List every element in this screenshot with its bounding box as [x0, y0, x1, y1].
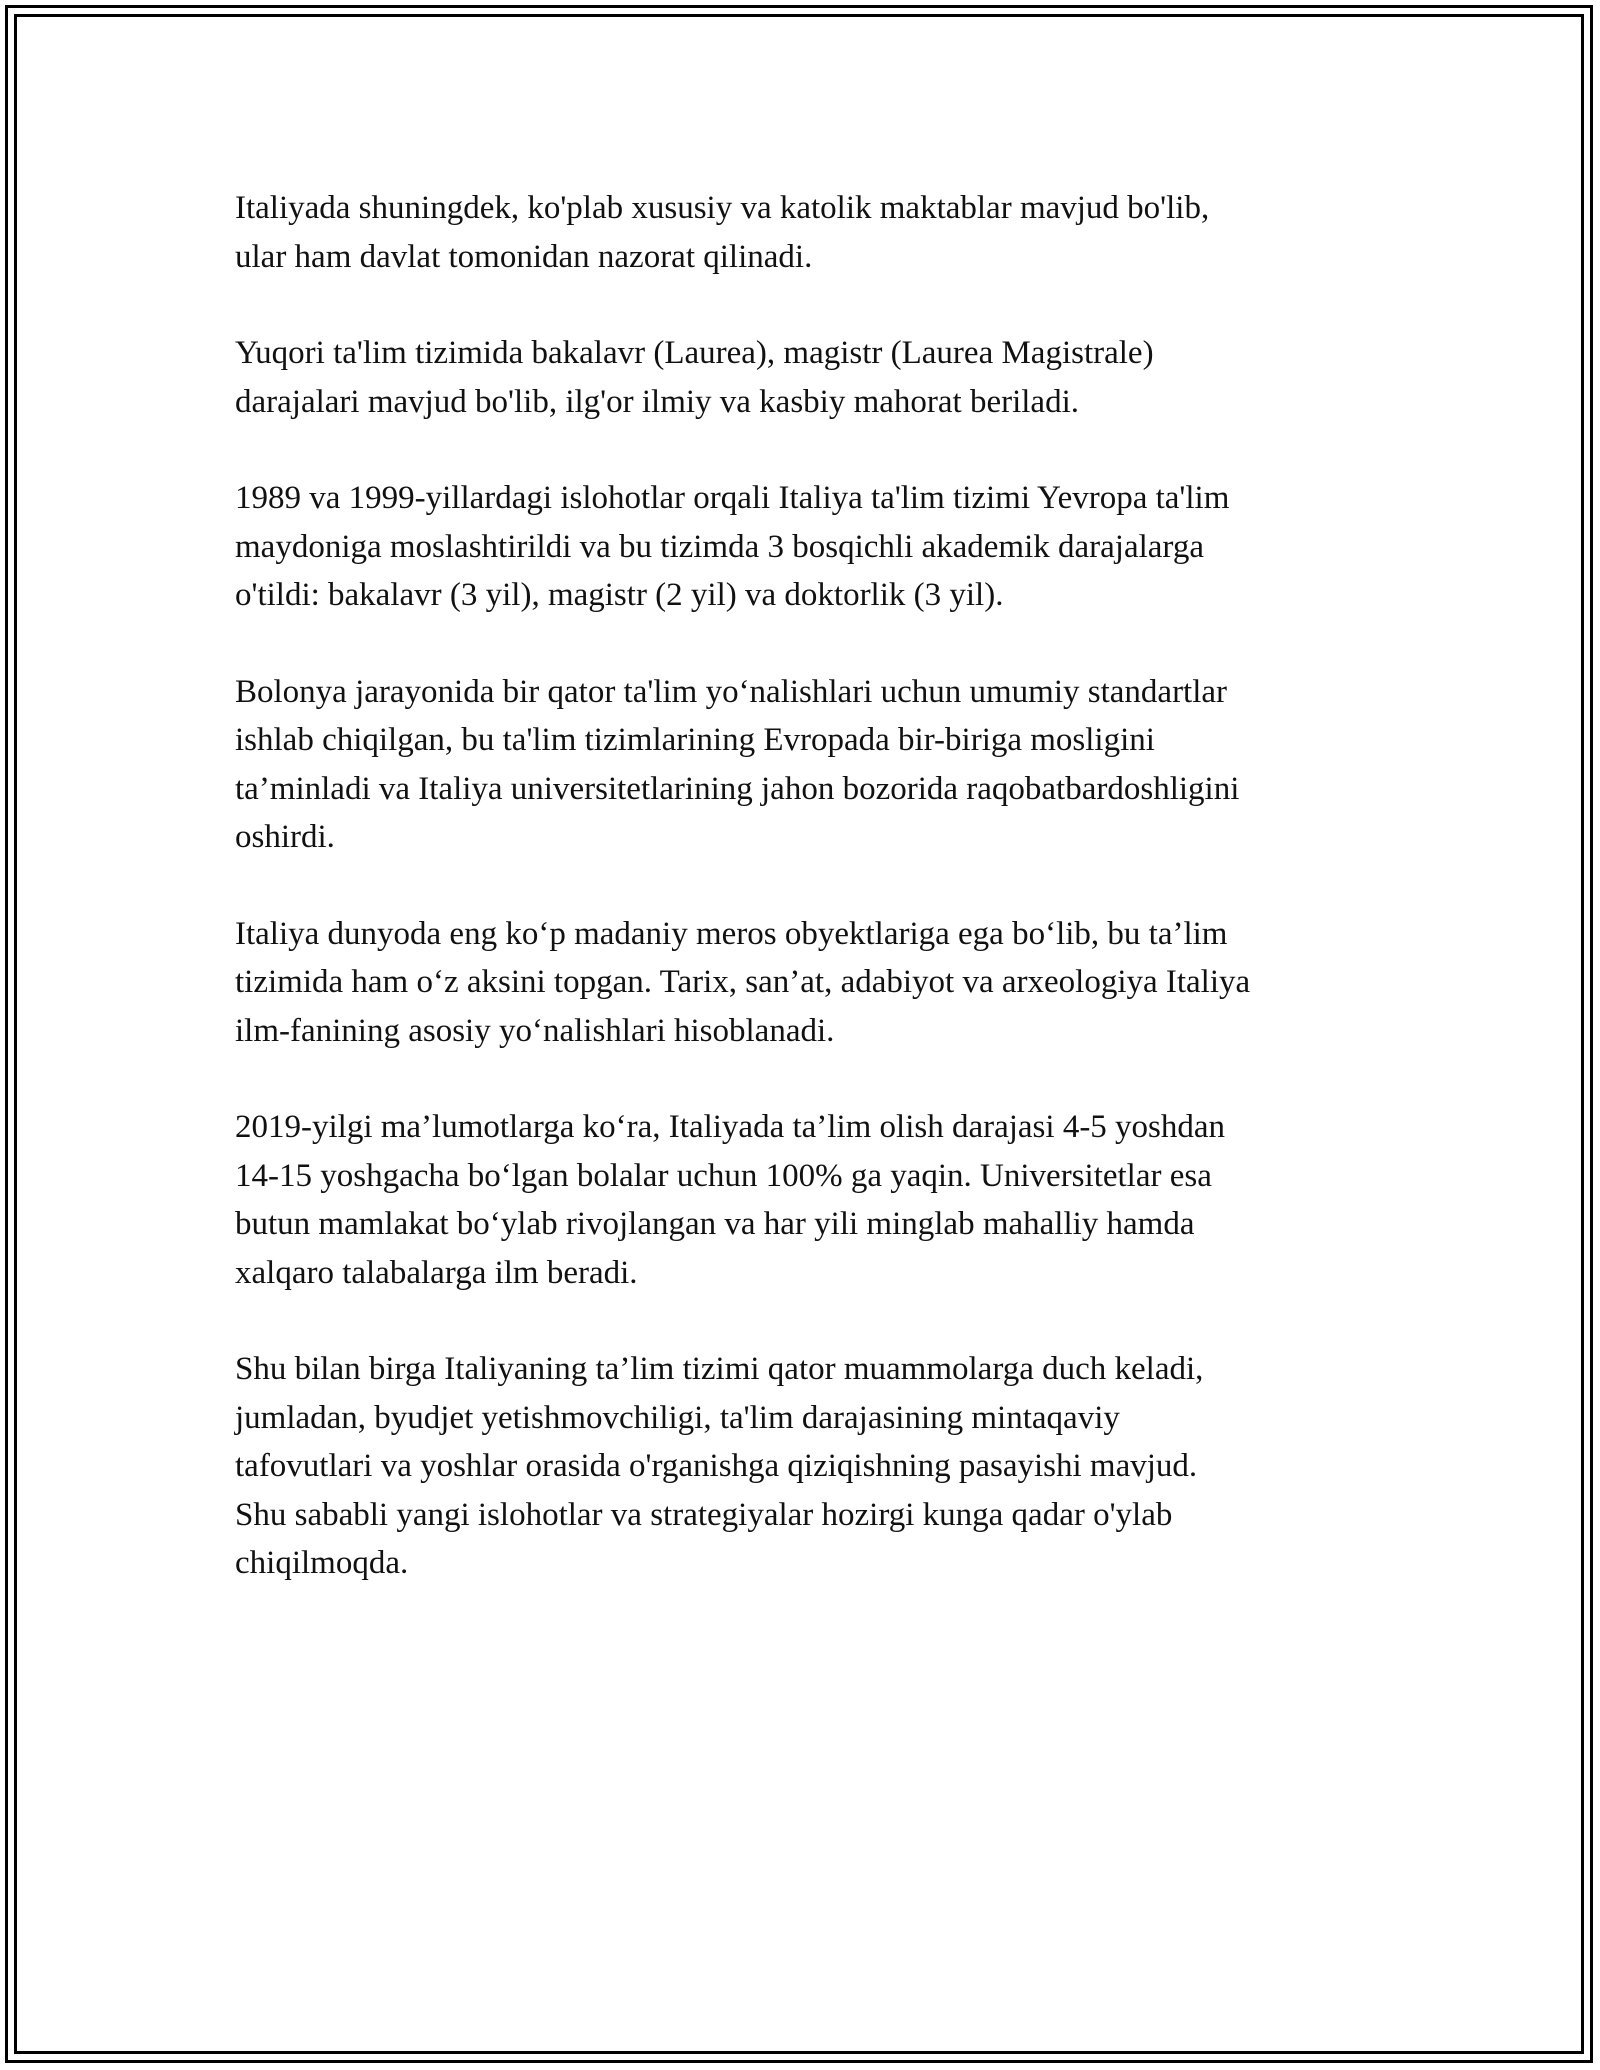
- paragraph-private-schools: Italiyada shuningdek, ko'plab xususiy va katolik maktablar mavjud bo'lib, ular ham davlat tomonidan nazorat qilinadi.: [235, 190, 1210, 275]
- paragraph-statistics-2019: 2019-yilgi ma’lumotlarga koʻra, Italiyada ta’lim olish darajasi 4-5 yoshdan 14-15 yoshgacha boʻlgan bolalar uchun 100% ga yaqin. Universitetlar esa butun mamlakat boʻylab rivojlangan va har yili minglab mahalliy hamda xalqaro talabalarga ilm beradi.: [235, 1109, 1226, 1291]
- paragraph-higher-education: Yuqori ta'lim tizimida bakalavr (Laurea), magistr (Laurea Magistrale) darajalari mavjud bo'lib, ilg'or ilmiy va kasbiy mahorat beriladi.: [235, 335, 1154, 420]
- paragraph-bologna-process: Bolonya jarayonida bir qator ta'lim yoʻnalishlari uchun umumiy standartlar ishlab chiqilgan, bu ta'lim tizimlarining Evropada bir-biriga mosligini ta’minladi va Italiya universitetlarining jahon bozorida raqobatbardoshligini oshirdi.: [235, 673, 1240, 855]
- document-body: [235, 184, 1385, 1636]
- paragraph-reforms: 1989 va 1999-yillardagi islohotlar orqali Italiya ta'lim tizimi Yevropa ta'lim maydoniga moslashtirildi va bu tizimda 3 bosqichli akademik darajalarga o'tildi: bakalavr (3 yil), magistr (2 yil) va doktorlik (3 yil).: [235, 480, 1230, 613]
- paragraph-cultural-heritage: Italiya dunyoda eng koʻp madaniy meros obyektlariga ega boʻlib, bu ta’lim tizimida ham oʻz aksini topgan. Tarix, san’at, adabiyot va arxeologiya Italiya ilm-fanining asosiy yoʻnalishlari hisoblanadi.: [235, 915, 1251, 1049]
- paragraph-challenges: Shu bilan birga Italiyaning ta’lim tizimi qator muammolarga duch keladi, jumladan, byudjet yetishmovchiligi, ta'lim darajasining mintaqaviy tafovutlari va yoshlar orasida o'rganishga qiziqishning pasayishi mavjud. Shu sababli yangi islohotlar va strategiyalar hozirgi kunga qadar o'ylab chiqilmoqda.: [235, 1351, 1204, 1581]
